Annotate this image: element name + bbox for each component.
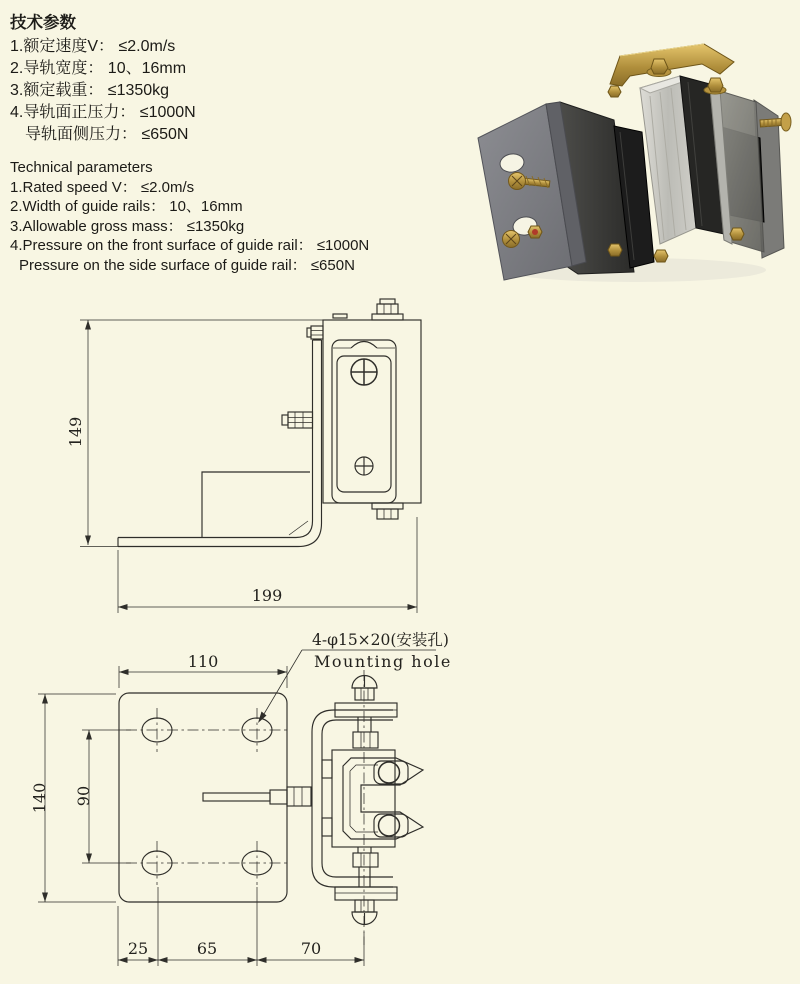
dim-chain-bottom: [118, 887, 364, 966]
spec-line: 1.额定速度V： ≤2.0m/s: [10, 38, 176, 55]
spec-line: 2.Width of guide rails： 10、16mm: [10, 198, 243, 216]
dim-top-width-label: 110: [187, 652, 219, 671]
dim-199: [118, 517, 417, 613]
spec-line: 4.Pressure on the front surface of guide rail： ≤1000N: [10, 237, 370, 255]
hex-bolt: [730, 228, 744, 240]
dim-mid-label: 65: [196, 939, 218, 958]
dim-left-label: 25: [127, 939, 149, 958]
dim-height-label: 149: [66, 416, 85, 448]
bolt-head: [781, 113, 791, 131]
side-bolt-mid: [282, 412, 313, 428]
annotation-line1: 4-φ15×20(安装孔): [312, 631, 449, 649]
specs-cn-title: 技术参数: [10, 14, 76, 32]
hex-bolt: [708, 78, 723, 92]
spec-line: Pressure on the side surface of guide rail： ≤650N: [19, 256, 355, 274]
roller-hole: [379, 762, 400, 783]
side-bolt-top: [307, 326, 323, 339]
spec-line: 3.Allowable gross mass： ≤1350kg: [10, 217, 245, 235]
hex-bolt: [654, 250, 668, 262]
dim-hole-spacing-label: 90: [74, 785, 93, 807]
specs-english: [10, 158, 369, 276]
dim-110: [119, 652, 287, 688]
red-mark: [532, 229, 538, 235]
dim-149: [66, 320, 323, 547]
spec-line: 2.导轨宽度： 10、16mm: [10, 60, 187, 77]
product-photo: [462, 30, 795, 285]
side-view-drawing: [30, 295, 450, 625]
spec-line: 导轨面侧压力： ≤650N: [25, 126, 189, 143]
hex-bolt: [608, 244, 622, 256]
liner-holder: [332, 750, 395, 847]
specs-chinese: [10, 12, 196, 146]
spring-rod: [203, 787, 311, 806]
step-block: [202, 472, 310, 537]
top-view-drawing: [30, 620, 450, 978]
dim-90: [74, 730, 131, 863]
spec-line: 3.额定载重： ≤1350kg: [10, 82, 170, 99]
roller-hole: [379, 815, 400, 836]
bottom-bolt: [372, 503, 403, 519]
dim-plate-height-label: 140: [30, 782, 49, 814]
rail-liner: [343, 758, 423, 839]
top-bolt: [333, 299, 403, 320]
annotation-line2: Mounting hole: [314, 652, 452, 671]
spec-line: 1.Rated speed V： ≤2.0m/s: [10, 178, 195, 196]
dim-140: [30, 694, 116, 902]
spec-line: 4.导轨面正压力： ≤1000N: [10, 104, 196, 121]
dim-right-label: 70: [300, 939, 322, 958]
hex-bolt: [651, 59, 668, 74]
l-bracket: [118, 340, 322, 547]
hex-bolt: [608, 86, 621, 97]
dim-width-label: 199: [251, 586, 283, 605]
guide-shoe-body: [323, 320, 421, 503]
specs-en-title: Technical parameters: [10, 159, 153, 176]
guide-shoe-top-view: [312, 676, 423, 925]
